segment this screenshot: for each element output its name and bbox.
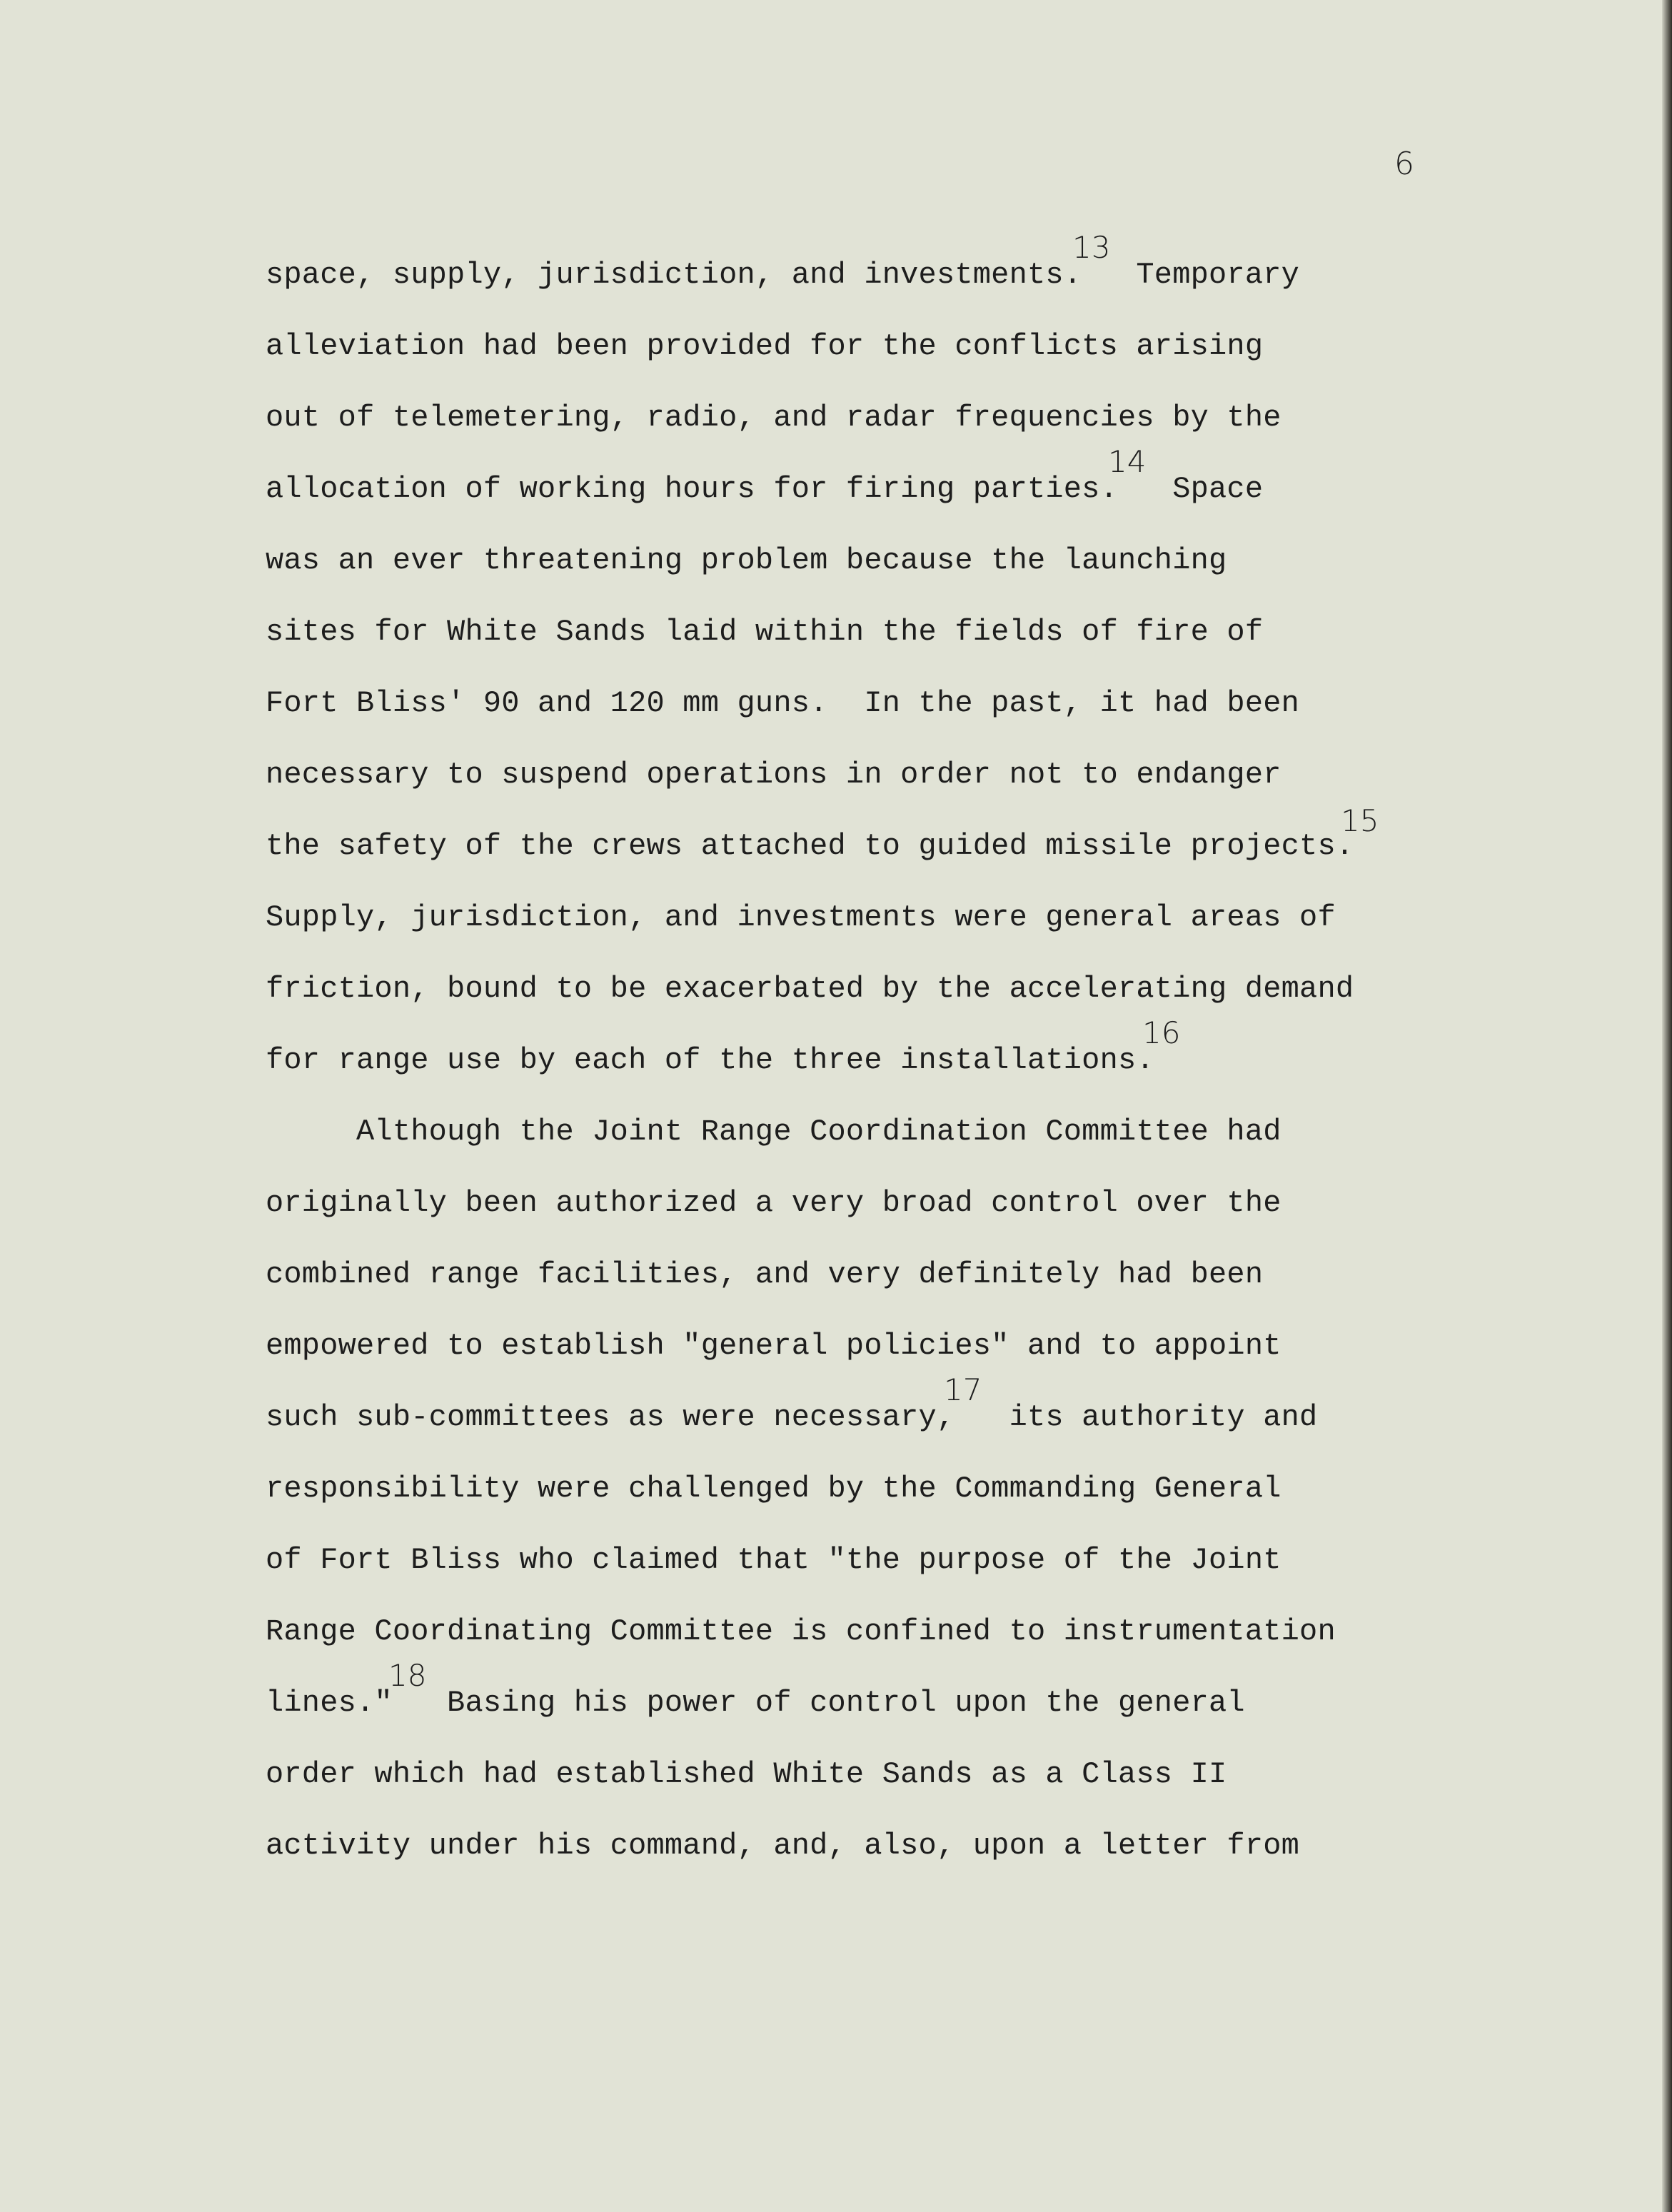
text-line-21: lines." Basing his power of control upon the general <box>266 1686 1245 1720</box>
text-line-18: responsibility were challenged by the Commanding General <box>266 1472 1281 1506</box>
text-line-20: Range Coordinating Committee is confined to instrumentation <box>266 1614 1336 1649</box>
text-line-16: empowered to establish "general policies" and to appoint <box>266 1329 1281 1363</box>
text-line-7: Fort Bliss' 90 and 120 mm guns. In the past, it had been <box>266 686 1300 720</box>
text-line-19: of Fort Bliss who claimed that "the purpose of the Joint <box>266 1543 1281 1577</box>
text-line-14: originally been authorized a very broad control over the <box>266 1186 1281 1220</box>
text-line-22: order which had established White Sands as a Class II <box>266 1757 1227 1791</box>
text-line-13: Although the Joint Range Coordination Committee had <box>266 1115 1281 1149</box>
text-line-8: necessary to suspend operations in order not to endanger <box>266 758 1281 792</box>
text-line-4: allocation of working hours for firing parties. Space <box>266 472 1264 506</box>
text-line-12: for range use by each of the three installations. <box>266 1043 1154 1077</box>
text-line-9: the safety of the crews attached to guided missile projects. <box>266 829 1354 863</box>
text-line-1: space, supply, jurisdiction, and investments. Temporary <box>266 258 1300 292</box>
page-number: 6 <box>1394 146 1414 182</box>
text-line-23: activity under his command, and, also, upon a letter from <box>266 1829 1300 1863</box>
text-line-2: alleviation had been provided for the conflicts arising <box>266 329 1264 363</box>
text-line-15: combined range facilities, and very definitely had been <box>266 1257 1264 1292</box>
text-line-11: friction, bound to be exacerbated by the accelerating demand <box>266 972 1354 1006</box>
footnote-marker-13: 13 <box>1072 230 1111 265</box>
page-edge-shadow <box>1662 0 1672 2212</box>
footnote-marker-17: 17 <box>944 1372 982 1407</box>
footnote-marker-15: 15 <box>1341 803 1379 838</box>
text-line-5: was an ever threatening problem because the launching <box>266 543 1227 578</box>
footnote-marker-18: 18 <box>388 1658 427 1693</box>
footnote-marker-14: 14 <box>1108 444 1147 479</box>
text-line-17: such sub-committees as were necessary, its authority and <box>266 1400 1318 1434</box>
footnote-marker-16: 16 <box>1142 1015 1181 1050</box>
text-line-6: sites for White Sands laid within the fields of fire of <box>266 615 1264 649</box>
text-line-10: Supply, jurisdiction, and investments were general areas of <box>266 900 1336 935</box>
text-line-3: out of telemetering, radio, and radar frequencies by the <box>266 401 1281 435</box>
